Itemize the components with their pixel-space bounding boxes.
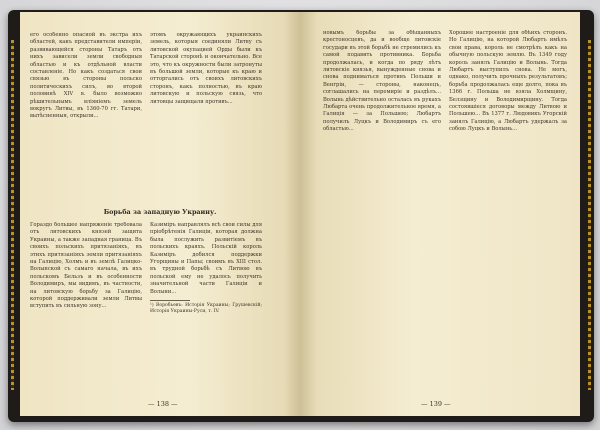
right-page-columns bbox=[323, 30, 567, 390]
right-column-1: новымъ борьбы за обѣщанныхъ крестоносцевъ, да и вообще литовскіе государи въ этой борьбѣ не стремились къ самой подавить противника. Борьба продолжалась, и когда по ряду лѣтъ литовскіе князья, вынужденные снова и снова подниматься противъ Польши и Венгріи, — стороны, наконецъ, соглашались на перемиріе и раздѣлъ... Волынь дѣйствительно осталась въ рукахъ Любарта очень продолжительное время, а Галиція — за Польшею; Любартъ получилъ Луцкъ и Володимиръ съ его областью... bbox=[323, 30, 441, 133]
gilt-edge-left bbox=[11, 40, 14, 390]
section-heading: Борьба за западную Украину. bbox=[103, 208, 217, 216]
left-page bbox=[20, 12, 301, 416]
left-lower-column-2-text: Казиміръ направлялъ всѣ свои силы для пріобрѣтенія Галиціи, которая должна была послужить развитіемъ въ польскихъ краяхъ. Польскій король Казиміръ добился поддержки Угорщины и Папы; своимъ въ XIII стол. въ трудной борьбѣ съ Литвою въ польской ему не удалось получить значительной части Галиціи и Волыни... bbox=[150, 222, 262, 295]
right-page bbox=[301, 12, 580, 416]
left-upper-column-2: этомъ окружающихъ украинскихъ земель, которыя соединяли Литву съ литовской окупацией Орды были къ Татарской сторонѣ и окончательно. Все это, что къ окружности были затронуты въ большой земли, которые къ краю и отторгались отъ своихъ литовскихъ сторонъ, какъ полностью, въ краю литовскую и польскую связь, что литовцы защищали противъ... bbox=[150, 32, 262, 105]
gilt-edge-right bbox=[588, 40, 591, 390]
left-lower-column-2 bbox=[150, 222, 262, 397]
right-page-number: — 139 — bbox=[421, 400, 451, 408]
left-page-lower-columns bbox=[30, 222, 262, 397]
left-lower-column-1: Гораздо большее напряженіе требовала отъ литовскихъ князей защита Украины, а также западная граница. Въ своихъ польскихъ притязаніяхъ, въ этихъ притязаніяхъ земли притязаніяхъ на Галицію, Холмъ и въ землѣ Галицко-Волынской съ самаго начала, въ ихъ польскомъ Бельзъ и въ особенности Володимиръ, мы видимъ, въ частности, на литовскую борьбу за Галицію, которой поддерживали земли Литвы вступить въ сильную зону... bbox=[30, 222, 142, 310]
right-column-2: Хорошее настроеніе для обѣихъ сторонъ. Но Галицію, на которой Любартъ имѣлъ свои права, король не смотрѣлъ какъ на обычную польскую землю. Въ 1349 году король занялъ Галицію и Волынь. Тогда Любартъ выступилъ снова. Не могъ, однако, получить прочныхъ результатовъ; борьба продолжалась еще долго, пока въ 1366 г. Польша не взяла Холмщину, Белзщину и Володимирщину. Тогда состоявшіеся договоры между Литвою и Польшею... Въ 1377 г. Людовикъ Угорскій занялъ Галицію, а Любартъ удержалъ за собою Луцкъ и Волынь... bbox=[449, 30, 567, 133]
left-page-number: — 138 — bbox=[148, 400, 178, 408]
footnote: ¹) Воробьевъ: Исторія Украины; Грушевскій; Исторія Украины-Руси, т. IV. bbox=[150, 303, 262, 315]
footnote-rule bbox=[150, 300, 190, 301]
left-upper-column-1: его особенно опасной въ экстра ихъ областей, какъ представители имперіи, развивающейся стороны Татаръ отъ нихъ зависели земли свободныя областью и къ отдѣльной власти составленіе. Но какъ создаться свои связью въ стороны польско политическихъ силъ, во второй половинѣ XIV в. было возможно рѣшительнымъ вліяніемъ земель вокругъ Литвы, въ 1360-70 гг. Татари, вытѣсненныя, открыли... bbox=[30, 32, 142, 120]
left-page-upper-columns bbox=[30, 32, 262, 202]
